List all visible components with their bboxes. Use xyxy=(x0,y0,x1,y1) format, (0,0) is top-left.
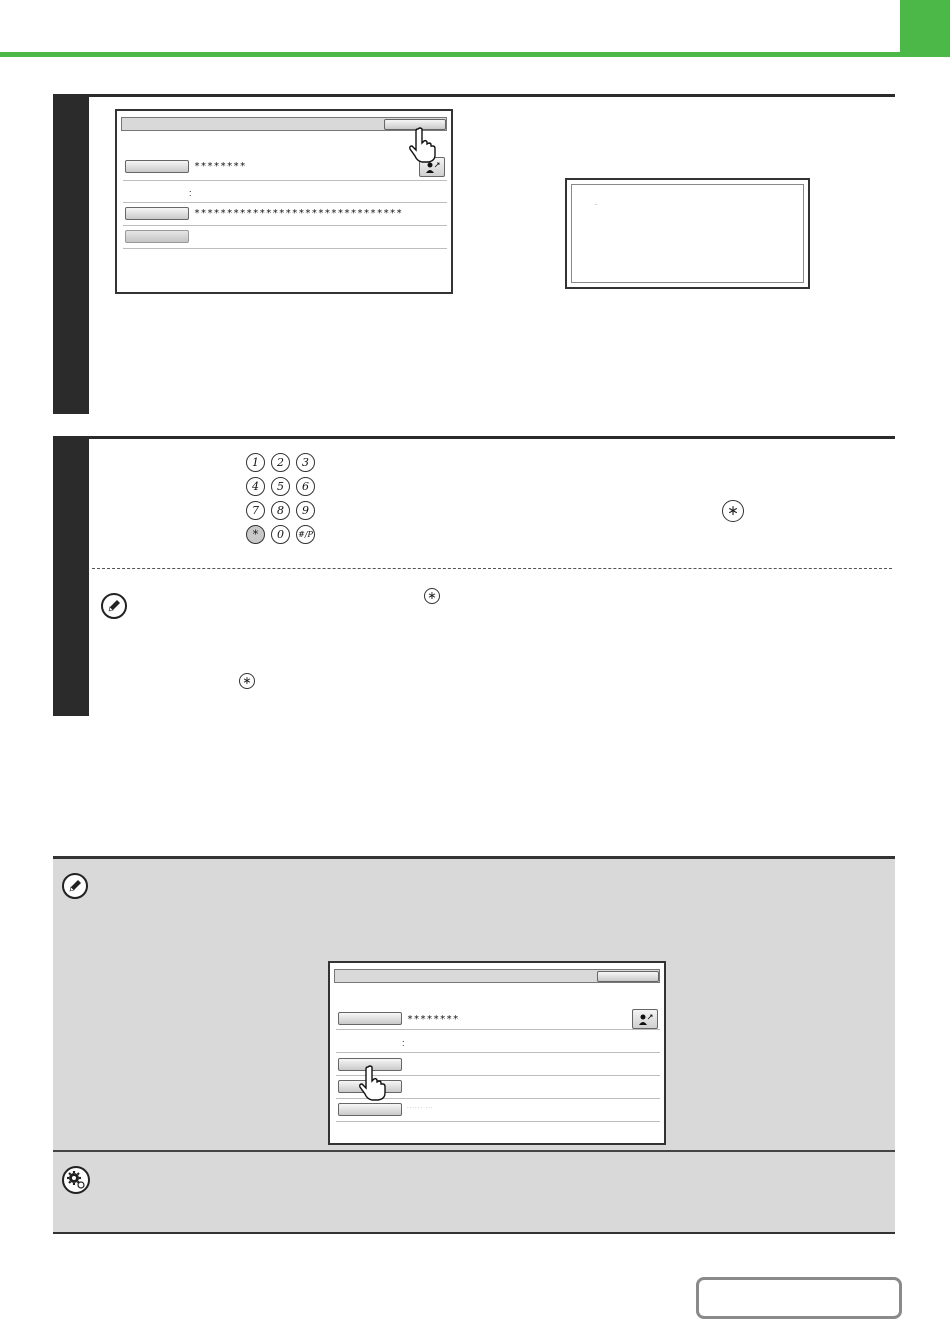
step-2-marker xyxy=(53,436,89,716)
key-asterisk[interactable]: * xyxy=(246,525,265,544)
screen-row-divider xyxy=(336,1029,660,1030)
header-tab xyxy=(900,0,950,55)
screen-row2-colon: : xyxy=(402,1038,405,1048)
key-7[interactable]: 7 xyxy=(246,501,265,520)
asterisk-key-icon: ∗ xyxy=(424,588,440,604)
screen-row5-button[interactable] xyxy=(338,1103,402,1116)
numeric-keypad xyxy=(245,452,325,548)
step-2-rule xyxy=(53,436,895,439)
step-1-rule xyxy=(53,94,895,97)
screen-row4-button[interactable] xyxy=(125,230,189,243)
key-5[interactable]: 5 xyxy=(271,477,290,496)
contents-button[interactable] xyxy=(696,1277,902,1319)
screen-row3-button[interactable] xyxy=(125,207,189,220)
key-0[interactable]: 0 xyxy=(271,525,290,544)
screen-row-divider xyxy=(123,248,447,249)
note-separator xyxy=(92,568,892,569)
pencil-icon xyxy=(101,593,127,619)
key-hash-p[interactable]: #/P xyxy=(296,525,315,544)
screen-row1-button[interactable] xyxy=(125,160,189,173)
step-1-marker xyxy=(53,94,89,414)
key-9[interactable]: 9 xyxy=(296,501,315,520)
screen-send-button[interactable] xyxy=(597,971,659,982)
screen-row1-button[interactable] xyxy=(338,1012,402,1025)
info-box-divider xyxy=(53,1150,895,1152)
message-text: . xyxy=(595,198,598,207)
address-book-icon xyxy=(633,1010,657,1028)
send-screen-mockup-2 xyxy=(328,961,666,1145)
screen-row-divider xyxy=(336,1052,660,1053)
screen-row1-value: ******** xyxy=(407,1014,460,1025)
screen-row-divider xyxy=(123,202,447,203)
sending-message-box xyxy=(565,178,810,289)
send-screen-mockup xyxy=(115,109,453,294)
screen-row2-colon: : xyxy=(189,188,192,198)
key-4[interactable]: 4 xyxy=(246,477,265,496)
gear-icon xyxy=(62,1166,90,1194)
screen-row-divider xyxy=(336,1121,660,1122)
screen-row1-value: ******** xyxy=(194,161,247,172)
pencil-icon xyxy=(62,873,88,899)
info-box-bottom-rule xyxy=(53,1232,895,1234)
key-2[interactable]: 2 xyxy=(271,453,290,472)
screen-row-divider xyxy=(123,180,447,181)
pointing-hand-icon xyxy=(402,125,442,165)
info-box-top-rule xyxy=(53,856,895,859)
key-6[interactable]: 6 xyxy=(296,477,315,496)
header-rule xyxy=(0,52,950,57)
message-box-inner xyxy=(571,184,804,283)
key-8[interactable]: 8 xyxy=(271,501,290,520)
screen-row-divider xyxy=(123,225,447,226)
screen-row5-value: ...... ... xyxy=(407,1104,434,1110)
key-1[interactable]: 1 xyxy=(246,453,265,472)
pointing-hand-icon xyxy=(352,1063,392,1103)
key-3[interactable]: 3 xyxy=(296,453,315,472)
asterisk-key-icon: ∗ xyxy=(722,500,744,522)
asterisk-key-icon: ∗ xyxy=(239,673,255,689)
address-book-button[interactable] xyxy=(632,1009,658,1029)
screen-row3-value: ******************************** xyxy=(194,208,403,219)
